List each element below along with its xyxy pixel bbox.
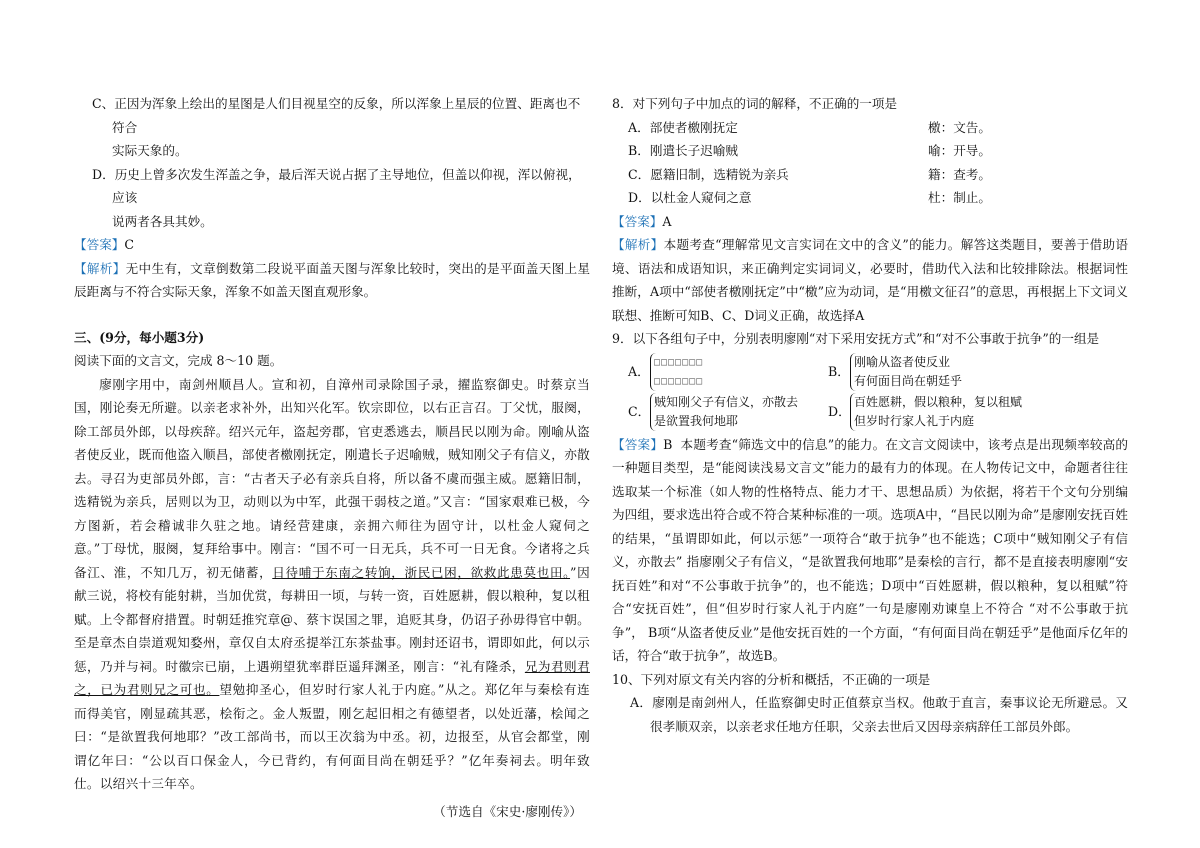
q9-options-row-1: [628, 353, 1128, 391]
passage-underline-2: 兄为君则君之，已为君则兄之可也。: [74, 658, 590, 697]
q10-option-a: A．廖刚是南剑州人，任监察御史时正值蔡京当权。他敢于直言，秦事议论无所避忌。又很孝顺双亲，以亲老求任地方任职，父亲去世后又因母亲病辞任工部员外郎。: [630, 695, 1128, 734]
q8-option-d: D．以杜金人窥伺之意 杜：制止。: [628, 190, 991, 205]
q9-option-d: D． 百姓愿耕，假以粮种，复以租赋 但岁时行家人礼于内庭: [828, 393, 1028, 431]
q7-answer: 【答案】C: [74, 237, 135, 252]
q8-option-c: C．愿籍旧制，选精锐为亲兵 籍：查考。: [628, 166, 991, 182]
section-title: 三、(9分，每小题3分): [74, 329, 205, 345]
passage-source: （节选自《宋史·廖刚传》）: [433, 803, 582, 819]
q7-option-c: C、正因为浑象上绘出的星图是人们目视星空的反象，所以浑象上星辰的位置、距离也不符合: [92, 96, 581, 135]
q9-option-b: B． 刚喻从盗者使反业 有何面目尚在朝廷乎: [828, 353, 1028, 391]
q8-option-b: B．刚遣长子迟喻贼 喻：开导。: [628, 143, 991, 158]
q8-stem: 8．对下列句子中加点的词的解释，不正确的一项是: [612, 96, 898, 111]
q9-stem: 9．以下各组句子中，分别表明廖刚“对下采用安抚方式”和“对不公事敢于抗争”的一组是: [612, 331, 1100, 346]
answer-tag: 【答案】: [74, 237, 125, 252]
analysis-tag: 【解析】: [74, 260, 126, 276]
left-column: [74, 92, 590, 823]
right-column: [612, 92, 1128, 738]
q8-answer: 【答案】A: [612, 213, 672, 229]
q9-answer-analysis: 【答案】B 本题考查“筛选文中的信息”的能力。在文言文阅读中，该考点是出现频率较高的一种题目类型，是“能阅读浅易文言文”能力的最有力的体现。在人物传记文中，命题者往往选取某一个标准（如人物的性格特点、能力才干、思想品质）为依据，将若干个文句分别编为四组，要求选出符合或不符合某种标准的一项。选项A中，“昌民以刚为命”是廖刚安抚百姓的结果，“虽谓即如此，何以示惩”一项符合“敢于抗争”也不能选；C项中“贼知刚父子有信义，亦散去” 指廖刚父子有信义，“是欲置我何地耶”是秦桧的言行，都不是直接表明廖刚“安抚百姓”和对“不公事敢于抗争”的，也不能选；D项中“百姓愿耕，假以粮种，复以租赋”符合“安抚百姓”，但“但岁时行家人礼于内庭”一句是廖刚劝谏皇上不符合 “对不公事敢于抗争”， B项“从盗者使反业”是他安抚百姓的一个方面，“有何面目尚在朝廷乎”是他面斥亿年的话，符合“敢于抗争”，故选B。: [612, 436, 1128, 663]
q9-option-c: C． 贼知刚父子有信义，亦散去 是欲置我何地耶: [628, 393, 828, 431]
classical-passage: 廖刚字用中，南剑州顺昌人。宣和初，自漳州司录除国子录，擢监察御史。时蔡京当国，刚论奏无所避。以亲老求补外，出知兴化军。钦宗即位，以右正言召。丁父忧，服阕，除工部员外郎，以母疾辞。绍兴元年，盗起旁郡，官吏悉逃去，顺昌民以刚为命。刚喻从盗者使反业，既而他盗入顺昌，部使者檄刚抚定，刚遣长子迟喻贼，贼知刚父子有信义，亦散去。寻召为吏部员外郎，言：“古者天子必有亲兵自将，所以备不虞而强主威。愿籍旧制，选精锐为亲兵，居则以为卫，动则以为中军，此强干弱枝之道。”又言：“国家艰难已极，今方图新，若会稽诚非久驻之地。请经营建康，亲拥六师往为固守计，以杜金人窥伺之意。”丁母忧，服阕，复拜给事中。刚言：“国不可一日无兵，兵不可一日无食。今诸将之兵备江、淮，不知几万，初无储蓄，日待哺于东南之转饷，浙民已困，欲救此患莫也田。”因献三说，将校有能射耕，当加优赏，每耕田一顷，与转一资，百姓愿耕，假以粮种，复以租赋。上令都督府措置。时朝廷推究章@、蔡卞误国之罪，追贬其身，仍诏子孙毋得官中朝。至是章杰自崇道观知婺州，章仅自太府丞提举江东茶盐事。刚封还诏书，谓即如此，何以示惩，乃并与祠。时徽宗已崩，上遇朔望犹率群臣遥拜渊圣，刚言：“礼有隆杀，兄为君则君之，已为君则兄之可也。望勉抑圣心，但岁时行家人礼于内庭。”从之。郑亿年与秦桧有连而得美官，刚显疏其恶，桧衔之。金人叛盟，刚乞起旧相之有德望者，以处近藩，桧闻之曰：“是欲置我何地耶？”改工部尚书，而以王次翁为中丞。初，边报至，从官会都堂，刚谓亿年曰：“公以百口保金人，今已背约，有何面目尚在朝廷乎？”亿年奏祠去。明年致仕。以绍兴十三年卒。: [74, 376, 591, 791]
passage-underline-1: 日待哺于东南之转饷，浙民已困，欲救此患莫也田。: [272, 564, 571, 580]
section-instruction: 阅读下面的文言文，完成 8～10 题。: [74, 353, 283, 368]
q7-analysis: 【解析】无中生有，文章倒数第二段说平面盖天图与浑象比较时，突出的是平面盖天图上星辰距离与不符合实际天象，浑象不如盖天图直观形象。: [74, 260, 591, 299]
q9-option-a: A． □□□□□□□ □□□□□□□: [628, 353, 828, 391]
q8-option-a: A．部使者檄刚抚定 檄：文告。: [628, 119, 991, 135]
q7-option-c-cont: 实际天象的。: [112, 143, 188, 158]
q7-option-d-cont: 说两者各具其妙。: [112, 213, 213, 229]
q10-stem: 10、下列对原文有关内容的分析和概括，不正确的一项是: [612, 671, 931, 687]
q8-analysis: 【解析】本题考查“理解常见文言实词在文中的含义”的能力。解答这类题目，要善于借助语境、语法和成语知识，来正确判定实词词义，必要时，借助代入法和比较排除法。根据词性推断，A项中“部使者檄刚抚定”中“檄”应为动词，是“用檄文征召”的意思，再根据上下文词义联想、推断可知B、C、D词义正确，故选择A: [612, 237, 1128, 323]
q9-options-row-2: [628, 393, 1128, 431]
q7-option-d: D．历史上曾多次发生浑盖之争，最后浑天说占据了主导地位，但盖以仰视，浑以俯视，应该: [92, 166, 581, 205]
